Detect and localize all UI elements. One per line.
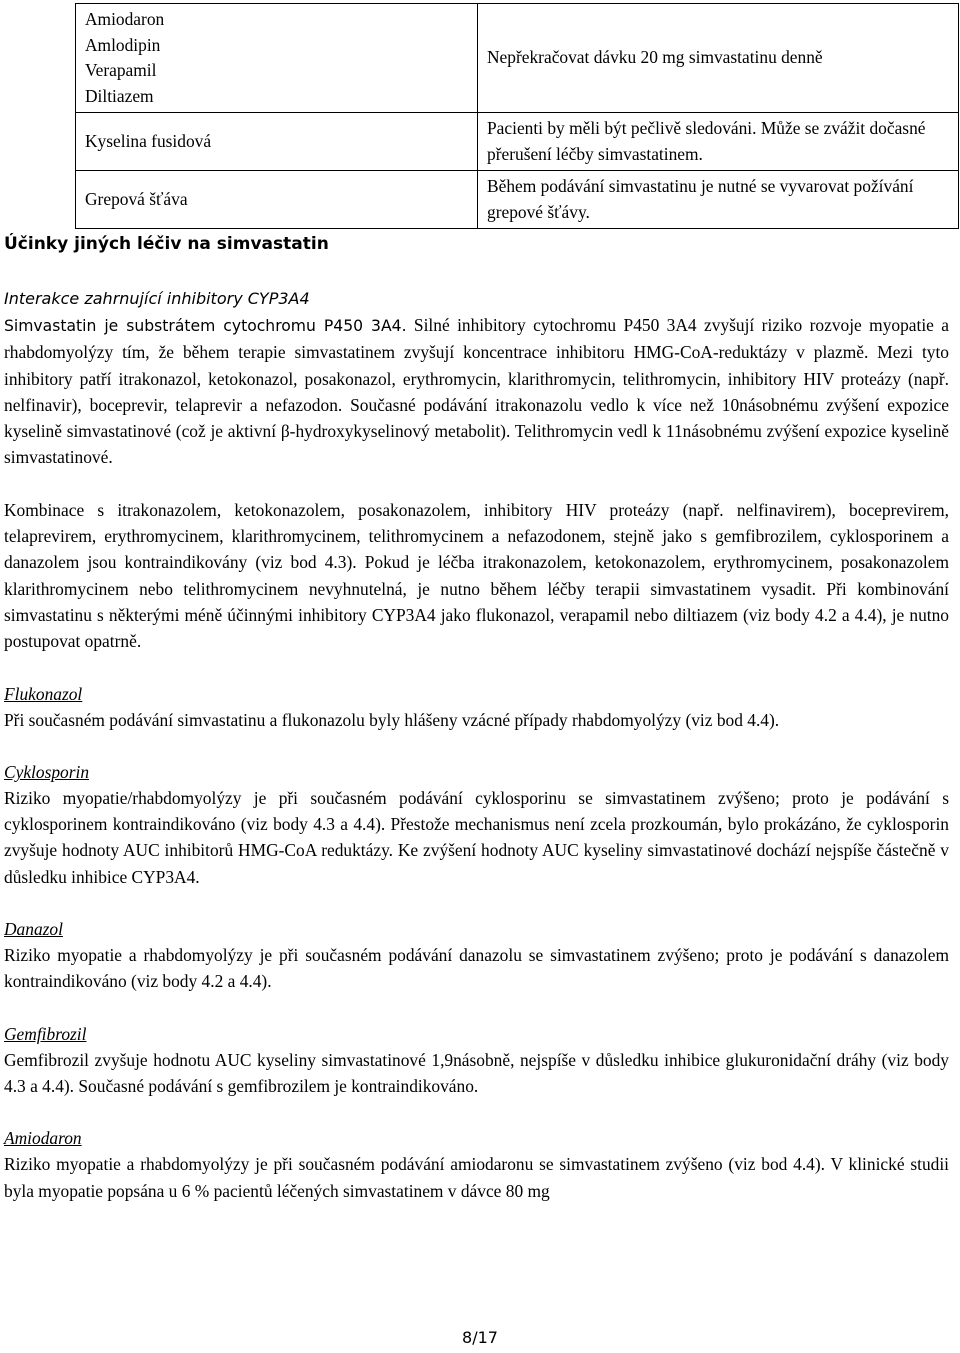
- section-heading: Danazol: [4, 919, 63, 940]
- table-row: [76, 113, 959, 171]
- cyp3a4-lead: Simvastatin je substrátem cytochromu P450 3A4.: [4, 317, 407, 335]
- cyp3a4-text: Silné inhibitory cytochromu P450 3A4 zvyšují riziko rozvoje myopatie a rhabdomyolýzy tím, že během terapie simvastatinem zvyšují koncentrace inhibitoru HMG-CoA-reduktázy v plazmě. Mezi tyto inhibitory patří itrakonazol, ketokonazol, posakonazol, erythromycin, klarithromycin, telithromycin, inhibitory HIV proteázy (např. nelfinavir), boceprevir, telaprevir a nefazodon. Současné podávání itrakonazolu vedlo k více než 10násobnému zvýšení expozice kyselině simvastatinové (což je aktivní β-hydroxykyselinový metabolit). Telithromycin vedl k 11násobnému zvýšení expozice kyselině simvastatinové.: [4, 315, 949, 468]
- drug-cell: [76, 4, 478, 113]
- recommendation-cell: Pacienti by měli být pečlivě sledováni. Může se zvážit dočasné přerušení léčby simvastatinem.: [478, 113, 959, 171]
- section-text: Gemfibrozil zvyšuje hodnotu AUC kyseliny simvastatinové 1,9násobně, nejspíše v důsledku inhibice glukuronidační dráhy (viz body 4.3 a 4.4). Současné podávání s gemfibrozilem je kontraindikováno.: [4, 1049, 949, 1096]
- section-cyklosporin: [4, 759, 949, 890]
- drug-cell: [76, 171, 478, 229]
- page-number: 8/17: [462, 1328, 498, 1347]
- section-text: Riziko myopatie/rhabdomyolýzy je při současném podávání cyklosporinu se simvastatinem zvýšeno; proto je podávání s cyklosporinem kontraindikováno (viz body 4.3 a 4.4). Přestože mechanismus není zcela prozkoumán, bylo prokázáno, že cyklosporin zvyšuje hodnoty AUC inhibitorů HMG-CoA reduktázy. Ke zvýšení hodnoty AUC kyseliny simvastatinové dochází nejspíše částečně v důsledku inhibice CYP3A4.: [4, 787, 949, 887]
- drug-name: Amiodaron: [85, 9, 165, 29]
- section-heading: Gemfibrozil: [4, 1023, 87, 1044]
- drug-name: Diltiazem: [85, 85, 154, 106]
- section-text: Riziko myopatie a rhabdomyolýzy je při současném podávání danazolu se simvastatinem zvýšeno; proto je podávání s danazolem kontraindikováno (viz body 4.2 a 4.4).: [4, 945, 949, 992]
- interaction-table: [75, 3, 959, 229]
- table-row: [76, 4, 959, 113]
- drug-name: Grepová šťáva: [85, 188, 188, 209]
- drug-name: Verapamil: [85, 60, 157, 80]
- section-heading: Cyklosporin: [4, 761, 90, 782]
- recommendation-cell: Během podávání simvastatinu je nutné se vyvarovat požívání grepové šťávy.: [478, 171, 959, 229]
- combination-paragraph: Kombinace s itrakonazolem, ketokonazolem, posakonazolem, inhibitory HIV proteázy (např. nelfinavirem), boceprevirem, telaprevirem, erythromycinem, klarithromycinem, telithromycinem a nefazodonem, stejně jako s gemfibrozilem, cyklosporinem a danazolem jsou kontraindikovány (viz bod 4.3). Pokud je léčba itrakonazolem, ketokonazolem, erythromycinem, posakonazolem klarithromycinem nebo telithromycinem nevyhnutelná, je nutno během léčby terapii simvastatinem vysadit. Při kombinování simvastatinu s některými méně účinnými inhibitory CYP3A4 jako flukonazol, verapamil nebo diltiazem (viz body 4.2 a 4.4), je nutno postupovat opatrně.: [4, 499, 949, 652]
- drug-name: Kyselina fusidová: [85, 130, 212, 151]
- table-row: [76, 171, 959, 229]
- section-text: Riziko myopatie a rhabdomyolýzy je při současném podávání amiodaronu se simvastatinem zvýšeno (viz bod 4.4). V klinické studii byla myopatie popsána u 6 % pacientů léčených simvastatinem v dávce 80 mg: [4, 1154, 949, 1201]
- recommendation-cell: Nepřekračovat dávku 20 mg simvastatinu denně: [478, 4, 959, 113]
- section-heading: Flukonazol: [4, 683, 83, 704]
- section-amiodaron: [4, 1125, 949, 1204]
- section-flukonazol: [4, 681, 949, 733]
- document-body: [4, 232, 949, 1204]
- drug-cell: [76, 113, 478, 171]
- section-title: Účinky jiných léčiv na simvastatin: [4, 234, 329, 254]
- drug-name: Amlodipin: [85, 34, 161, 55]
- section-gemfibrozil: [4, 1021, 949, 1100]
- section-danazol: [4, 916, 949, 995]
- cyp3a4-label: Interakce zahrnující inhibitory CYP3A4: [4, 289, 310, 308]
- section-text: Při současném podávání simvastatinu a flukonazolu byly hlášeny vzácné případy rhabdomyolýzy (viz bod 4.4).: [4, 709, 780, 730]
- cyp3a4-paragraph: [4, 312, 949, 471]
- section-heading: Amiodaron: [4, 1128, 82, 1149]
